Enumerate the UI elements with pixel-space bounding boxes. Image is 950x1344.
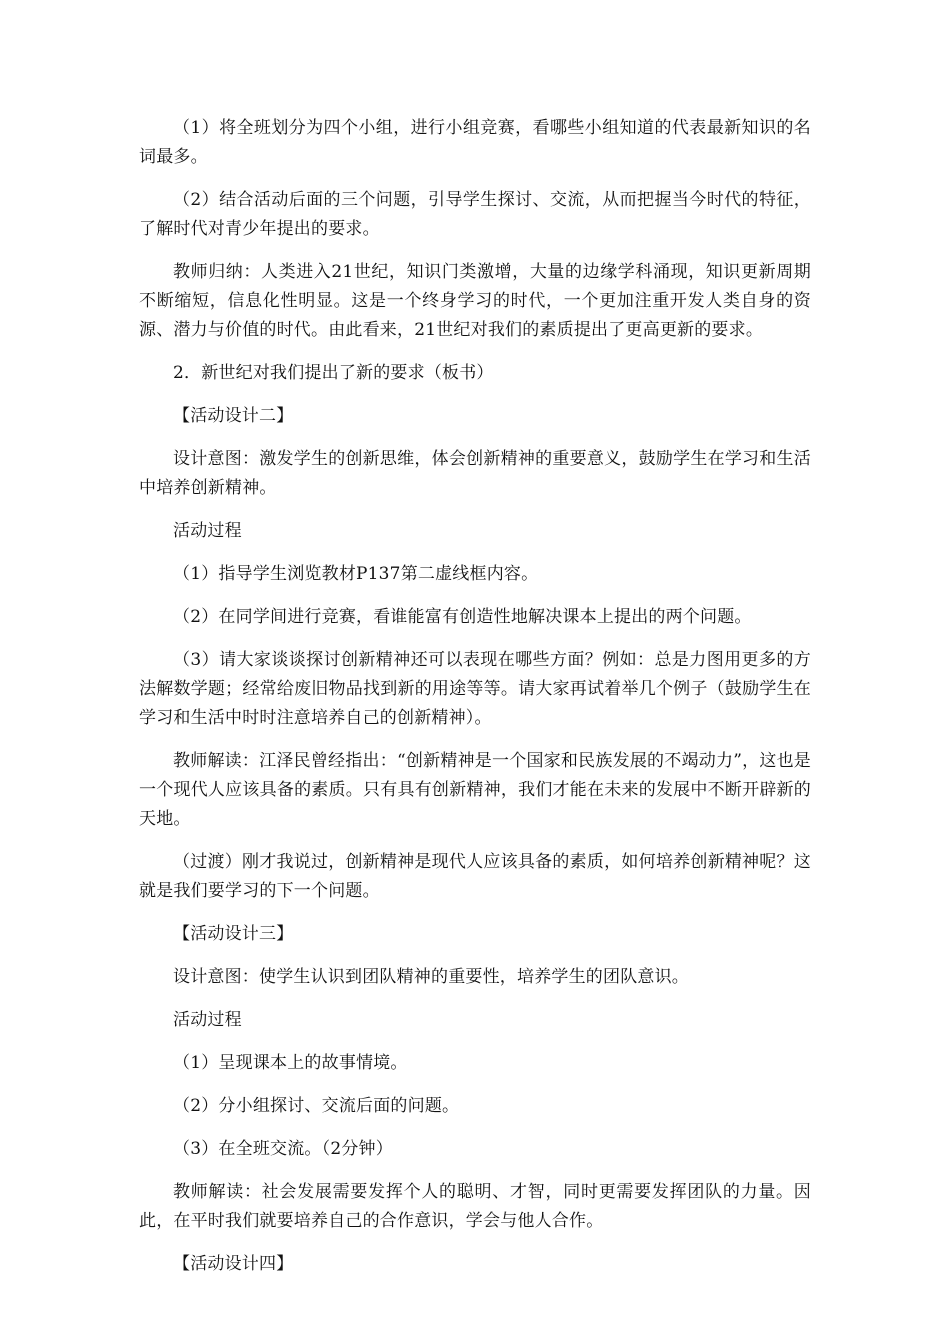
paragraph-design-intent-three: 设计意图：使学生认识到团队精神的重要性，培养学生的团队意识。 xyxy=(173,967,689,987)
activity-process-label: 活动过程 xyxy=(173,521,242,541)
paragraph-group-competition: （1）将全班划分为四个小组，进行小组竞赛，看哪些小组知道的代表最新知识的名词最多。 xyxy=(139,118,811,167)
activity-process-label-two: 活动过程 xyxy=(173,1010,242,1030)
paragraph-step-one: （1）指导学生浏览教材P137第二虚线框内容。 xyxy=(173,564,539,584)
paragraph-step-two: （2）在同学间进行竞赛，看谁能富有创造性地解决课本上提出的两个问题。 xyxy=(173,607,752,627)
paragraph-transition: （过渡）刚才我说过，创新精神是现代人应该具备的素质，如何培养创新精神呢？这就是我们要学习的下一个问题。 xyxy=(139,852,811,901)
activity-design-three-heading: 【活动设计三】 xyxy=(173,924,294,944)
paragraph-step-story: （1）呈现课本上的故事情境。 xyxy=(173,1053,408,1073)
paragraph-step-group: （2）分小组探讨、交流后面的问题。 xyxy=(173,1096,460,1116)
paragraph-step-class: （3）在全班交流。（2分钟） xyxy=(173,1139,393,1159)
paragraph-section-heading: 2．新世纪对我们提出了新的要求（板书） xyxy=(173,363,494,383)
paragraph-teacher-reading-two: 教师解读：社会发展需要发挥个人的聪明、才智，同时更需要发挥团队的力量。因此，在平时我们就要培养自己的合作意识，学会与他人合作。 xyxy=(139,1182,811,1231)
activity-design-four-heading: 【活动设计四】 xyxy=(173,1254,294,1274)
paragraph-discussion-questions: （2）结合活动后面的三个问题，引导学生探讨、交流，从而把握当今时代的特征，了解时代对青少年提出的要求。 xyxy=(139,190,811,239)
paragraph-design-intent-two: 设计意图：激发学生的创新思维，体会创新精神的重要意义，鼓励学生在学习和生活中培养创新精神。 xyxy=(139,449,811,498)
paragraph-teacher-summary: 教师归纳：人类进入21世纪，知识门类激增，大量的边缘学科涌现，知识更新周期不断缩短，信息化性明显。这是一个终身学习的时代，一个更加注重开发人类自身的资源、潜力与价值的时代。由此看来，21世纪对我们的素质提出了更高更新的要求。 xyxy=(139,262,811,340)
document-page xyxy=(139,114,811,1293)
paragraph-teacher-reading: 教师解读：江泽民曾经指出：“创新精神是一个国家和民族发展的不竭动力”，这也是一个现代人应该具备的素质。只有具有创新精神，我们才能在未来的发展中不断开辟新的天地。 xyxy=(139,751,811,829)
activity-design-two-heading: 【活动设计二】 xyxy=(173,406,294,426)
paragraph-step-three: （3）请大家谈谈探讨创新精神还可以表现在哪些方面？例如：总是力图用更多的方法解数学题；经常给废旧物品找到新的用途等等。请大家再试着举几个例子（鼓励学生在学习和生活中时时注意培养自己的创新精神）。 xyxy=(139,650,811,728)
